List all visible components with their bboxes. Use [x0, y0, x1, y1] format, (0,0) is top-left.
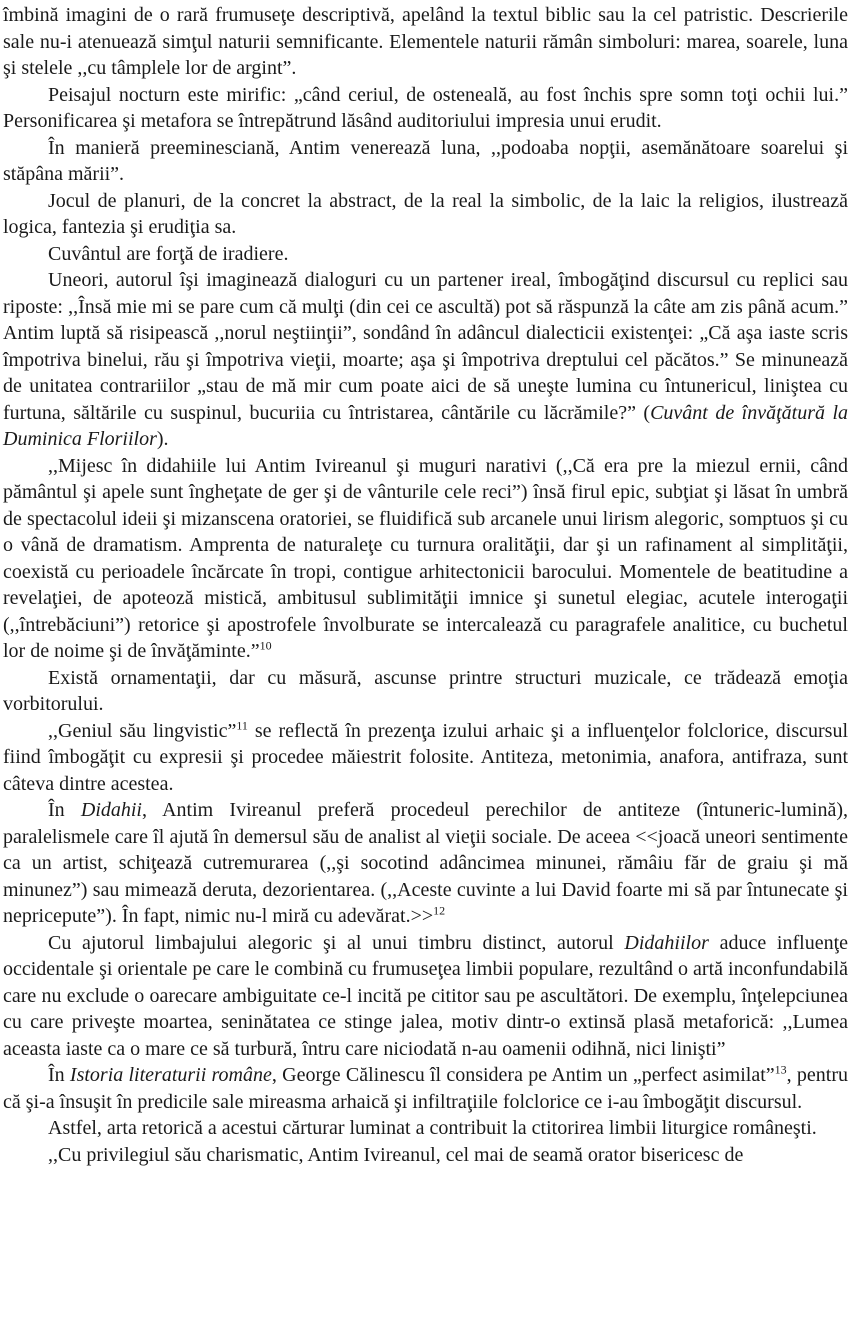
italic-title: Istoria literaturii române: [69, 1064, 272, 1086]
italic-title: Didahii: [80, 799, 142, 821]
paragraph-12: [3, 1062, 848, 1115]
text-run: îmbină imagini de o rară frumuseţe descriptivă, apelând la textul biblic sau la cel patristic. Descrierile sale nu-i atenuează simţul naturii semnificante. Elementele naturii rămân simboluri: marea, soarele, luna şi stelele ,,cu tâmplele lor de argint”.: [3, 4, 848, 79]
text-run: Există ornamentaţii, dar cu măsură, ascunse printre structuri muzicale, ce trădează emoţia vorbitorului.: [3, 666, 848, 715]
text-run: Astfel, arta retorică a acestui cărturar luminat a contribuit la ctitorirea limbii liturgice româneşti.: [48, 1117, 817, 1139]
footnote-ref-11[interactable]: 11: [236, 717, 248, 732]
text-run: aduce influenţe occidentale şi orientale pe care le combină cu frumuseţea limbii populare, rezultând o artă inconfundabilă care nu exclude o oarecare ambiguitate ce-l incită pe cititor sau pe ascultători. De exemplu, înţelepciunea cu care priveşte moartea, seninătatea ce stinge jalea, motiv dintr-o extinsă plasă metaforică: ,,Lumea aceasta iaste ca o mare ce să turbură, întru care niciodată n-au oamenii odihnă, nici linişti”: [3, 931, 848, 1060]
text-run: În: [48, 1064, 70, 1086]
text-run: , pentru că şi-a însuşit în predicile sale mireasma arhaică şi infiltraţiile folclorice ce i-au îmbogăţit discursul.: [3, 1064, 849, 1113]
text-run: , George Călinescu îl considera pe Antim un „perfect asimilat”: [271, 1064, 775, 1086]
text-run: Peisajul nocturn este mirific: „când ceriul, de osteneală, au fost închis spre somn toţi ochii lui.” Personificarea şi metafora se întrepătrund lăsând auditoriului impresia unui erudit.: [3, 83, 848, 132]
text-run: În manieră preeminesciană, Antim venerează luna, ,,podoaba nopţii, asemănătoare soarelui şi stăpâna mării”.: [3, 136, 848, 185]
footnote-ref-12[interactable]: 12: [433, 903, 446, 918]
text-run: Cuvântul are forţă de iradiere.: [48, 242, 289, 265]
paragraph-5: [3, 241, 848, 268]
text-run: Jocul de planuri, de la concret la abstract, de la real la simbolic, de la laic la religios, ilustrează logica, fantezia şi erudiţia sa.: [3, 189, 848, 238]
paragraph-13: [3, 1115, 848, 1142]
paragraph-14: [3, 1142, 848, 1169]
paragraph-1: [3, 2, 848, 82]
paragraph-2: [3, 82, 848, 135]
footnote-ref-10[interactable]: 10: [259, 638, 272, 653]
text-run: ,,Cu privilegiul său charismatic, Antim Ivireanul, cel mai de seamă orator bisericesc de: [48, 1143, 744, 1166]
paragraph-9: [3, 718, 848, 798]
paragraph-11: [3, 930, 848, 1063]
paragraph-7: [3, 453, 848, 665]
text-run: se reflectă în prezenţa izului arhaic şi a influenţelor folclorice, discursul fiind îmbogăţit cu expresii şi procedee măiestrit folosite. Antiteza, metonimia, anafora, antifraza, sunt câteva dintre acestea.: [3, 719, 848, 795]
text-run: În: [48, 799, 81, 821]
text-run: , Antim Ivireanul preferă procedeul perechilor de antiteze (întuneric-lumină), paralelismele care îl ajută în demersul său de analist al vieţii sociale. De aceea <<joacă uneori sentimente ca un artist, schiţează cutremurarea (,,şi socotind adâncimea minunei, rămâiu făr de graiu şi mă minunez”) sau mimează deruta, dezorientarea. (,,Aceste cuvinte a lui David foarte mi să par întunecate şi nepricepute”). În fapt, nimic nu-l miră cu adevărat.>>: [3, 799, 848, 927]
text-run: ,,Mijesc în didahiile lui Antim Ivireanul şi muguri narativi (,,Că era pre la miezul ernii, când pământul şi apele sunt îngheţate de ger şi de vânturile cele reci”) însă firul epic, subţiat şi lăsat în umbră de spectacolul ideii şi mizanscena oratoriei, se fluidifică sub arcanele unui lirism alegoric, somptuos şi cu o vână de dramatism. Amprenta de naturaleţe cu turnura oralităţii, dar şi un rafinament al simplităţii, coexistă cu perioadele încărcate în tropi, contigue arhitectonicii barocului. Momentele de beatitudine a revelaţiei, de apoteoză mistică, ambitusul sublimităţii imnice şi sunetul elegiac, acutele interogaţii (,,întrebăciuni”) retorice şi apostrofele învolburate se intercalează cu paragrafele analitice, cu buchetul lor de noime şi de învăţăminte.”: [3, 454, 848, 662]
paragraph-10: [3, 797, 848, 930]
text-run: Uneori, autorul îşi imaginează dialoguri cu un partener ireal, îmbogăţind discursul cu replici sau riposte: ,,Însă mie mi se pare cum că mulţi (din cei ce ascultă) pot să răspunză la câte am zis până acum.” Antim luptă să risipească ,,norul neştiinţii”, sondând în adâncul dialecticii existenţei: „Că aşa iaste scris împotriva binelui, rău şi împotriva vieţii, moarte; aşa şi împotriva dreptului cel păcătos.” Se minunează de unitatea contrariilor „stau de mă mir cum poate aici de să uneşte lumina cu întunericul, liniştea cu furtuna, săltările cu suspinul, bucuriia cu întristarea, cântările cu lăcrămile?” (: [3, 269, 848, 424]
text-run: ,,Geniul său lingvistic”: [48, 719, 237, 742]
text-run: ).: [156, 428, 169, 450]
italic-title: Didahiilor: [624, 931, 709, 954]
footnote-ref-13[interactable]: 13: [774, 1062, 787, 1077]
paragraph-3: [3, 135, 848, 188]
text-run: Cu ajutorul limbajului alegoric şi al unui timbru distinct, autorul: [48, 931, 625, 954]
paragraph-4: [3, 188, 848, 241]
paragraph-6: [3, 267, 848, 453]
paragraph-8: [3, 665, 848, 718]
italic-title: Cuvânt de învăţătură la Duminica Floriilor: [3, 401, 849, 450]
